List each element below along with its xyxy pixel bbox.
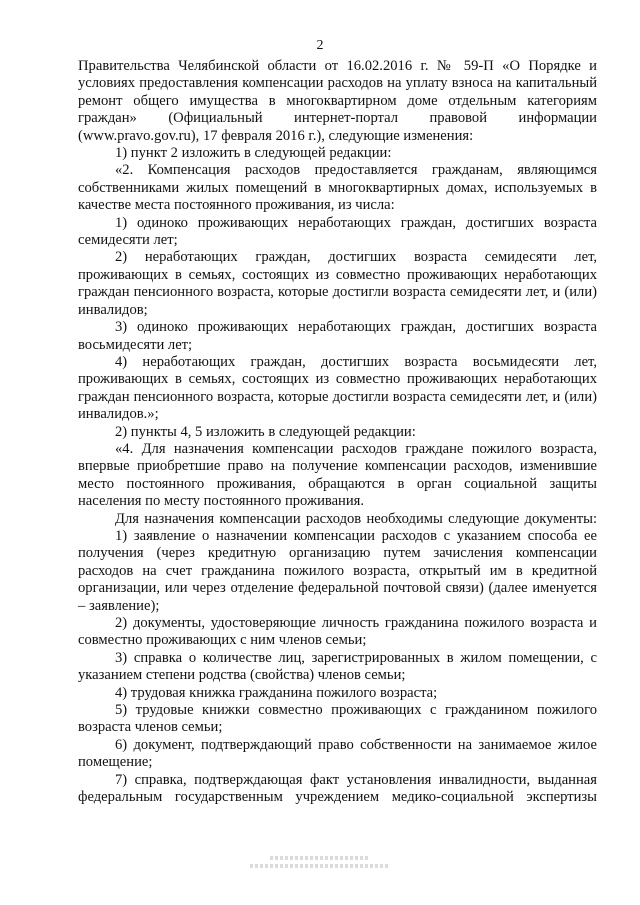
paragraph-document-5: 5) трудовые книжки совместно проживающих с гражданином пожилого возраста членов семьи; (78, 702, 597, 736)
faded-stamp (240, 852, 400, 876)
paragraph-document-2: 2) документы, удостоверяющие личность гражданина пожилого возраста и совместно проживающих с ним членов семьи; (78, 615, 597, 649)
paragraph-intro: Правительства Челябинской области от 16.02.2016 г. № 59-П «О Порядке и условиях предоставления компенсации расходов на уплату взноса на капитальный ремонт общего имущества в многоквартирном доме отдельным категориям граждан» (Официальный интернет-портал правовой информации (www.pravo.gov.ru), 17 февраля 2016 г.), следующие изменения: (78, 58, 597, 144)
paragraph-subitem-3: 3) одиноко проживающих неработающих граждан, достигших возраста восьмидесяти лет; (78, 319, 597, 353)
page-number: 2 (316, 38, 324, 53)
paragraph-item-2-heading: 2) пункты 4, 5 изложить в следующей редакции: (115, 423, 416, 440)
document-body (78, 58, 597, 806)
paragraph-subitem-2: 2) неработающих граждан, достигших возраста семидесяти лет, проживающих в семьях, состоящих из совместно проживающих неработающих граждан пенсионного возраста, которые достигли возраста семидесяти лет, и (или) инвалидов; (78, 249, 597, 318)
paragraph-clause-2: «2. Компенсация расходов предоставляется гражданам, являющимся собственниками жилых помещений в многоквартирных домах, используемых в качестве места постоянного проживания, из числа: (78, 162, 597, 214)
paragraph-subitem-4: 4) неработающих граждан, достигших возраста восьмидесяти лет, проживающих в семьях, состоящих из совместно проживающих неработающих граждан пенсионного возраста, которые достигли возраста семидесяти лет, и (или) инвалидов.»; (78, 353, 597, 423)
paragraph-document-4: 4) трудовая книжка гражданина пожилого возраста; (115, 684, 438, 701)
paragraph-document-6: 6) документ, подтверждающий право собственности на занимаемое жилое помещение; (78, 736, 597, 771)
paragraph-documents-intro: Для назначения компенсации расходов необходимы следующие документы: (115, 510, 597, 527)
paragraph-subitem-1: 1) одиноко проживающих неработающих граждан, достигших возраста семидесяти лет; (78, 214, 597, 249)
paragraph-document-1: 1) заявление о назначении компенсации расходов с указанием способа ее получения (через кредитную организацию путем зачисления компенсации расходов на счет гражданина пожилого возраста, открытый им в кредитной организации, или через отделение федеральной почтовой связи) (далее именуется – заявление); (78, 527, 597, 614)
paragraph-clause-4: «4. Для назначения компенсации расходов гражданe пожилого возраста, впервые приобретшие право на получение компенсации расходов, изменившие место постоянного проживания, обращаются в орган социальной защиты населения по месту постоянного проживания. (78, 440, 597, 510)
paragraph-document-7: 7) справка, подтверждающая факт установления инвалидности, выданная федеральным государственным учреждением медико-социальной экспертизы (78, 771, 597, 806)
paragraph-document-3: 3) справка о количестве лиц, зарегистрированных в жилом помещении, с указанием степени родства (свойства) членов семьи; (78, 649, 597, 684)
paragraph-item-1-heading: 1) пункт 2 изложить в следующей редакции: (115, 145, 392, 162)
